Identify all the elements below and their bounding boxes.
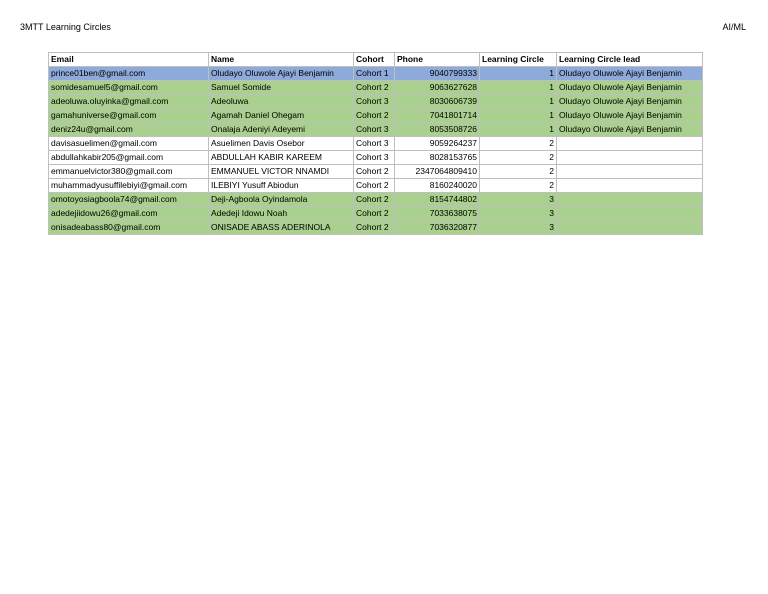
cell-learning-circle[interactable]: 3 bbox=[480, 221, 557, 235]
cell-cohort[interactable]: Cohort 2 bbox=[354, 207, 395, 221]
cell-cohort[interactable]: Cohort 3 bbox=[354, 151, 395, 165]
cell-learning-circle-lead[interactable]: Oludayo Oluwole Ajayi Benjamin bbox=[557, 95, 703, 109]
cell-learning-circle[interactable]: 1 bbox=[480, 95, 557, 109]
cell-email[interactable]: adedejiidowu26@gmail.com bbox=[49, 207, 209, 221]
table-row[interactable] bbox=[49, 207, 703, 221]
cell-phone[interactable]: 9040799333 bbox=[395, 67, 480, 81]
cell-name[interactable]: Asuelimen Davis Osebor bbox=[209, 137, 354, 151]
table-row[interactable] bbox=[49, 193, 703, 207]
cell-phone[interactable]: 8154744802 bbox=[395, 193, 480, 207]
cell-learning-circle-lead[interactable] bbox=[557, 137, 703, 151]
cell-name[interactable]: Oludayo Oluwole Ajayi Benjamin bbox=[209, 67, 354, 81]
table-row[interactable] bbox=[49, 109, 703, 123]
table-row[interactable] bbox=[49, 151, 703, 165]
cell-name[interactable]: ILEBIYI Yusuff Abiodun bbox=[209, 179, 354, 193]
cell-cohort[interactable]: Cohort 3 bbox=[354, 137, 395, 151]
learning-circles-table bbox=[48, 52, 703, 235]
cell-cohort[interactable]: Cohort 2 bbox=[354, 109, 395, 123]
cell-learning-circle-lead[interactable]: Oludayo Oluwole Ajayi Benjamin bbox=[557, 67, 703, 81]
cell-cohort[interactable]: Cohort 3 bbox=[354, 123, 395, 137]
cell-learning-circle-lead[interactable] bbox=[557, 151, 703, 165]
cell-email[interactable]: omotoyosiagboola74@gmail.com bbox=[49, 193, 209, 207]
cell-learning-circle[interactable]: 2 bbox=[480, 151, 557, 165]
cell-learning-circle-lead[interactable] bbox=[557, 179, 703, 193]
cell-learning-circle[interactable]: 2 bbox=[480, 165, 557, 179]
cell-email[interactable]: gamahuniverse@gmail.com bbox=[49, 109, 209, 123]
cell-learning-circle[interactable]: 1 bbox=[480, 109, 557, 123]
cell-learning-circle-lead[interactable] bbox=[557, 165, 703, 179]
table-header-row bbox=[49, 53, 703, 67]
table-row[interactable] bbox=[49, 81, 703, 95]
cell-phone[interactable]: 7041801714 bbox=[395, 109, 480, 123]
cell-email[interactable]: abdullahkabir205@gmail.com bbox=[49, 151, 209, 165]
cell-learning-circle-lead[interactable]: Oludayo Oluwole Ajayi Benjamin bbox=[557, 81, 703, 95]
cell-phone[interactable]: 7036320877 bbox=[395, 221, 480, 235]
cell-name[interactable]: Adedeji Idowu Noah bbox=[209, 207, 354, 221]
page-header-track: AI/ML bbox=[722, 22, 746, 32]
column-header-learning-circle-lead[interactable]: Learning Circle lead bbox=[557, 53, 703, 67]
cell-email[interactable]: somidesamuel5@gmail.com bbox=[49, 81, 209, 95]
cell-cohort[interactable]: Cohort 2 bbox=[354, 179, 395, 193]
cell-learning-circle-lead[interactable]: Oludayo Oluwole Ajayi Benjamin bbox=[557, 123, 703, 137]
cell-learning-circle-lead[interactable] bbox=[557, 221, 703, 235]
cell-email[interactable]: emmanuelvictor380@gmail.com bbox=[49, 165, 209, 179]
cell-email[interactable]: adeoluwa.oluyinka@gmail.com bbox=[49, 95, 209, 109]
cell-learning-circle-lead[interactable] bbox=[557, 193, 703, 207]
cell-phone[interactable]: 9059264237 bbox=[395, 137, 480, 151]
cell-name[interactable]: ABDULLAH KABIR KAREEM bbox=[209, 151, 354, 165]
cell-learning-circle[interactable]: 2 bbox=[480, 179, 557, 193]
cell-email[interactable]: onisadeabass80@gmail.com bbox=[49, 221, 209, 235]
cell-learning-circle-lead[interactable]: Oludayo Oluwole Ajayi Benjamin bbox=[557, 109, 703, 123]
table-row[interactable] bbox=[49, 179, 703, 193]
column-header-name[interactable]: Name bbox=[209, 53, 354, 67]
cell-name[interactable]: EMMANUEL VICTOR NNAMDI bbox=[209, 165, 354, 179]
cell-learning-circle[interactable]: 2 bbox=[480, 137, 557, 151]
cell-phone[interactable]: 8053508726 bbox=[395, 123, 480, 137]
table-row[interactable] bbox=[49, 137, 703, 151]
cell-phone[interactable]: 8160240020 bbox=[395, 179, 480, 193]
cell-phone[interactable]: 9063627628 bbox=[395, 81, 480, 95]
table-body bbox=[49, 67, 703, 235]
table-row[interactable] bbox=[49, 95, 703, 109]
cell-learning-circle[interactable]: 3 bbox=[480, 207, 557, 221]
column-header-cohort[interactable]: Cohort bbox=[354, 53, 395, 67]
cell-learning-circle[interactable]: 3 bbox=[480, 193, 557, 207]
cell-email[interactable]: deniz24u@gmail.com bbox=[49, 123, 209, 137]
page-header-title: 3MTT Learning Circles bbox=[20, 22, 111, 32]
cell-cohort[interactable]: Cohort 2 bbox=[354, 193, 395, 207]
cell-name[interactable]: Adeoluwa bbox=[209, 95, 354, 109]
cell-cohort[interactable]: Cohort 2 bbox=[354, 165, 395, 179]
cell-cohort[interactable]: Cohort 2 bbox=[354, 81, 395, 95]
cell-email[interactable]: muhammadyusuffilebiyi@gmail.com bbox=[49, 179, 209, 193]
cell-cohort[interactable]: Cohort 3 bbox=[354, 95, 395, 109]
column-header-email[interactable]: Email bbox=[49, 53, 209, 67]
cell-name[interactable]: Deji-Agboola Oyindamola bbox=[209, 193, 354, 207]
cell-learning-circle[interactable]: 1 bbox=[480, 67, 557, 81]
cell-learning-circle[interactable]: 1 bbox=[480, 81, 557, 95]
cell-email[interactable]: prince01ben@gmail.com bbox=[49, 67, 209, 81]
cell-email[interactable]: davisasuelimen@gmail.com bbox=[49, 137, 209, 151]
cell-cohort[interactable]: Cohort 2 bbox=[354, 221, 395, 235]
cell-phone[interactable]: 8028153765 bbox=[395, 151, 480, 165]
cell-learning-circle-lead[interactable] bbox=[557, 207, 703, 221]
cell-name[interactable]: Agamah Daniel Ohegam bbox=[209, 109, 354, 123]
column-header-learning-circle[interactable]: Learning Circle bbox=[480, 53, 557, 67]
cell-cohort[interactable]: Cohort 1 bbox=[354, 67, 395, 81]
cell-phone[interactable]: 7033638075 bbox=[395, 207, 480, 221]
cell-name[interactable]: ONISADE ABASS ADERINOLA bbox=[209, 221, 354, 235]
cell-phone[interactable]: 8030606739 bbox=[395, 95, 480, 109]
column-header-phone[interactable]: Phone bbox=[395, 53, 480, 67]
table-row[interactable] bbox=[49, 67, 703, 81]
cell-learning-circle[interactable]: 1 bbox=[480, 123, 557, 137]
cell-name[interactable]: Samuel Somide bbox=[209, 81, 354, 95]
cell-phone[interactable]: 2347064809410 bbox=[395, 165, 480, 179]
table-row[interactable] bbox=[49, 123, 703, 137]
table-row[interactable] bbox=[49, 165, 703, 179]
table-row[interactable] bbox=[49, 221, 703, 235]
cell-name[interactable]: Onalaja Adeniyi Adeyemi bbox=[209, 123, 354, 137]
